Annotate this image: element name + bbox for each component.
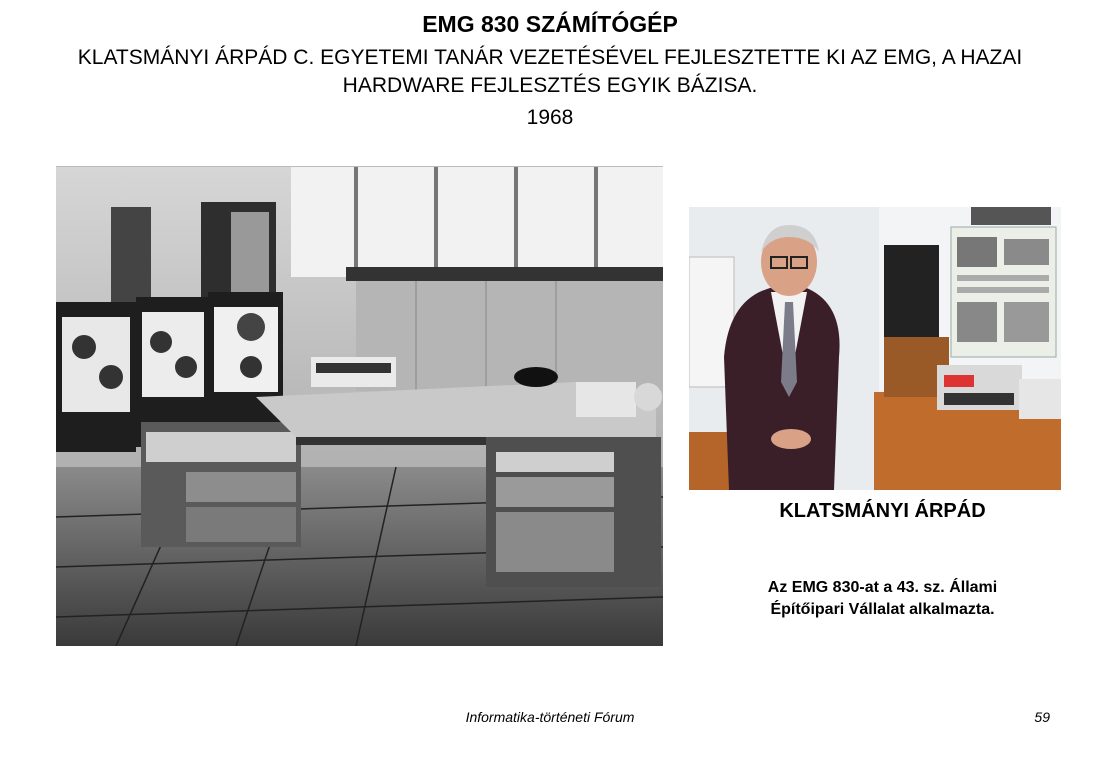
photo-caption (700, 577, 1065, 621)
slide-year: 1968 (526, 106, 574, 129)
computer-room-photo (56, 166, 663, 646)
footer-source: Informatika-történeti Fórum (465, 709, 635, 725)
portrait-photo (689, 207, 1061, 490)
caption-line-2: Építőipari Vállalat alkalmazta. (770, 601, 995, 618)
caption-line-1: Az EMG 830-at a 43. sz. Állami (767, 579, 998, 596)
person-name: KLATSMÁNYI ÁRPÁD (779, 500, 986, 522)
slide-subtitle: KLATSMÁNYI ÁRPÁD C. EGYETEMI TANÁR VEZETÉSÉVEL FEJLESZTETTE KI AZ EMG, A HAZAI HARDWARE FEJLESZTÉS EGYIK BÁZISA. (77, 46, 1023, 97)
page-number: 59 (1034, 709, 1050, 725)
slide-title: EMG 830 SZÁMÍTÓGÉP (422, 11, 678, 37)
